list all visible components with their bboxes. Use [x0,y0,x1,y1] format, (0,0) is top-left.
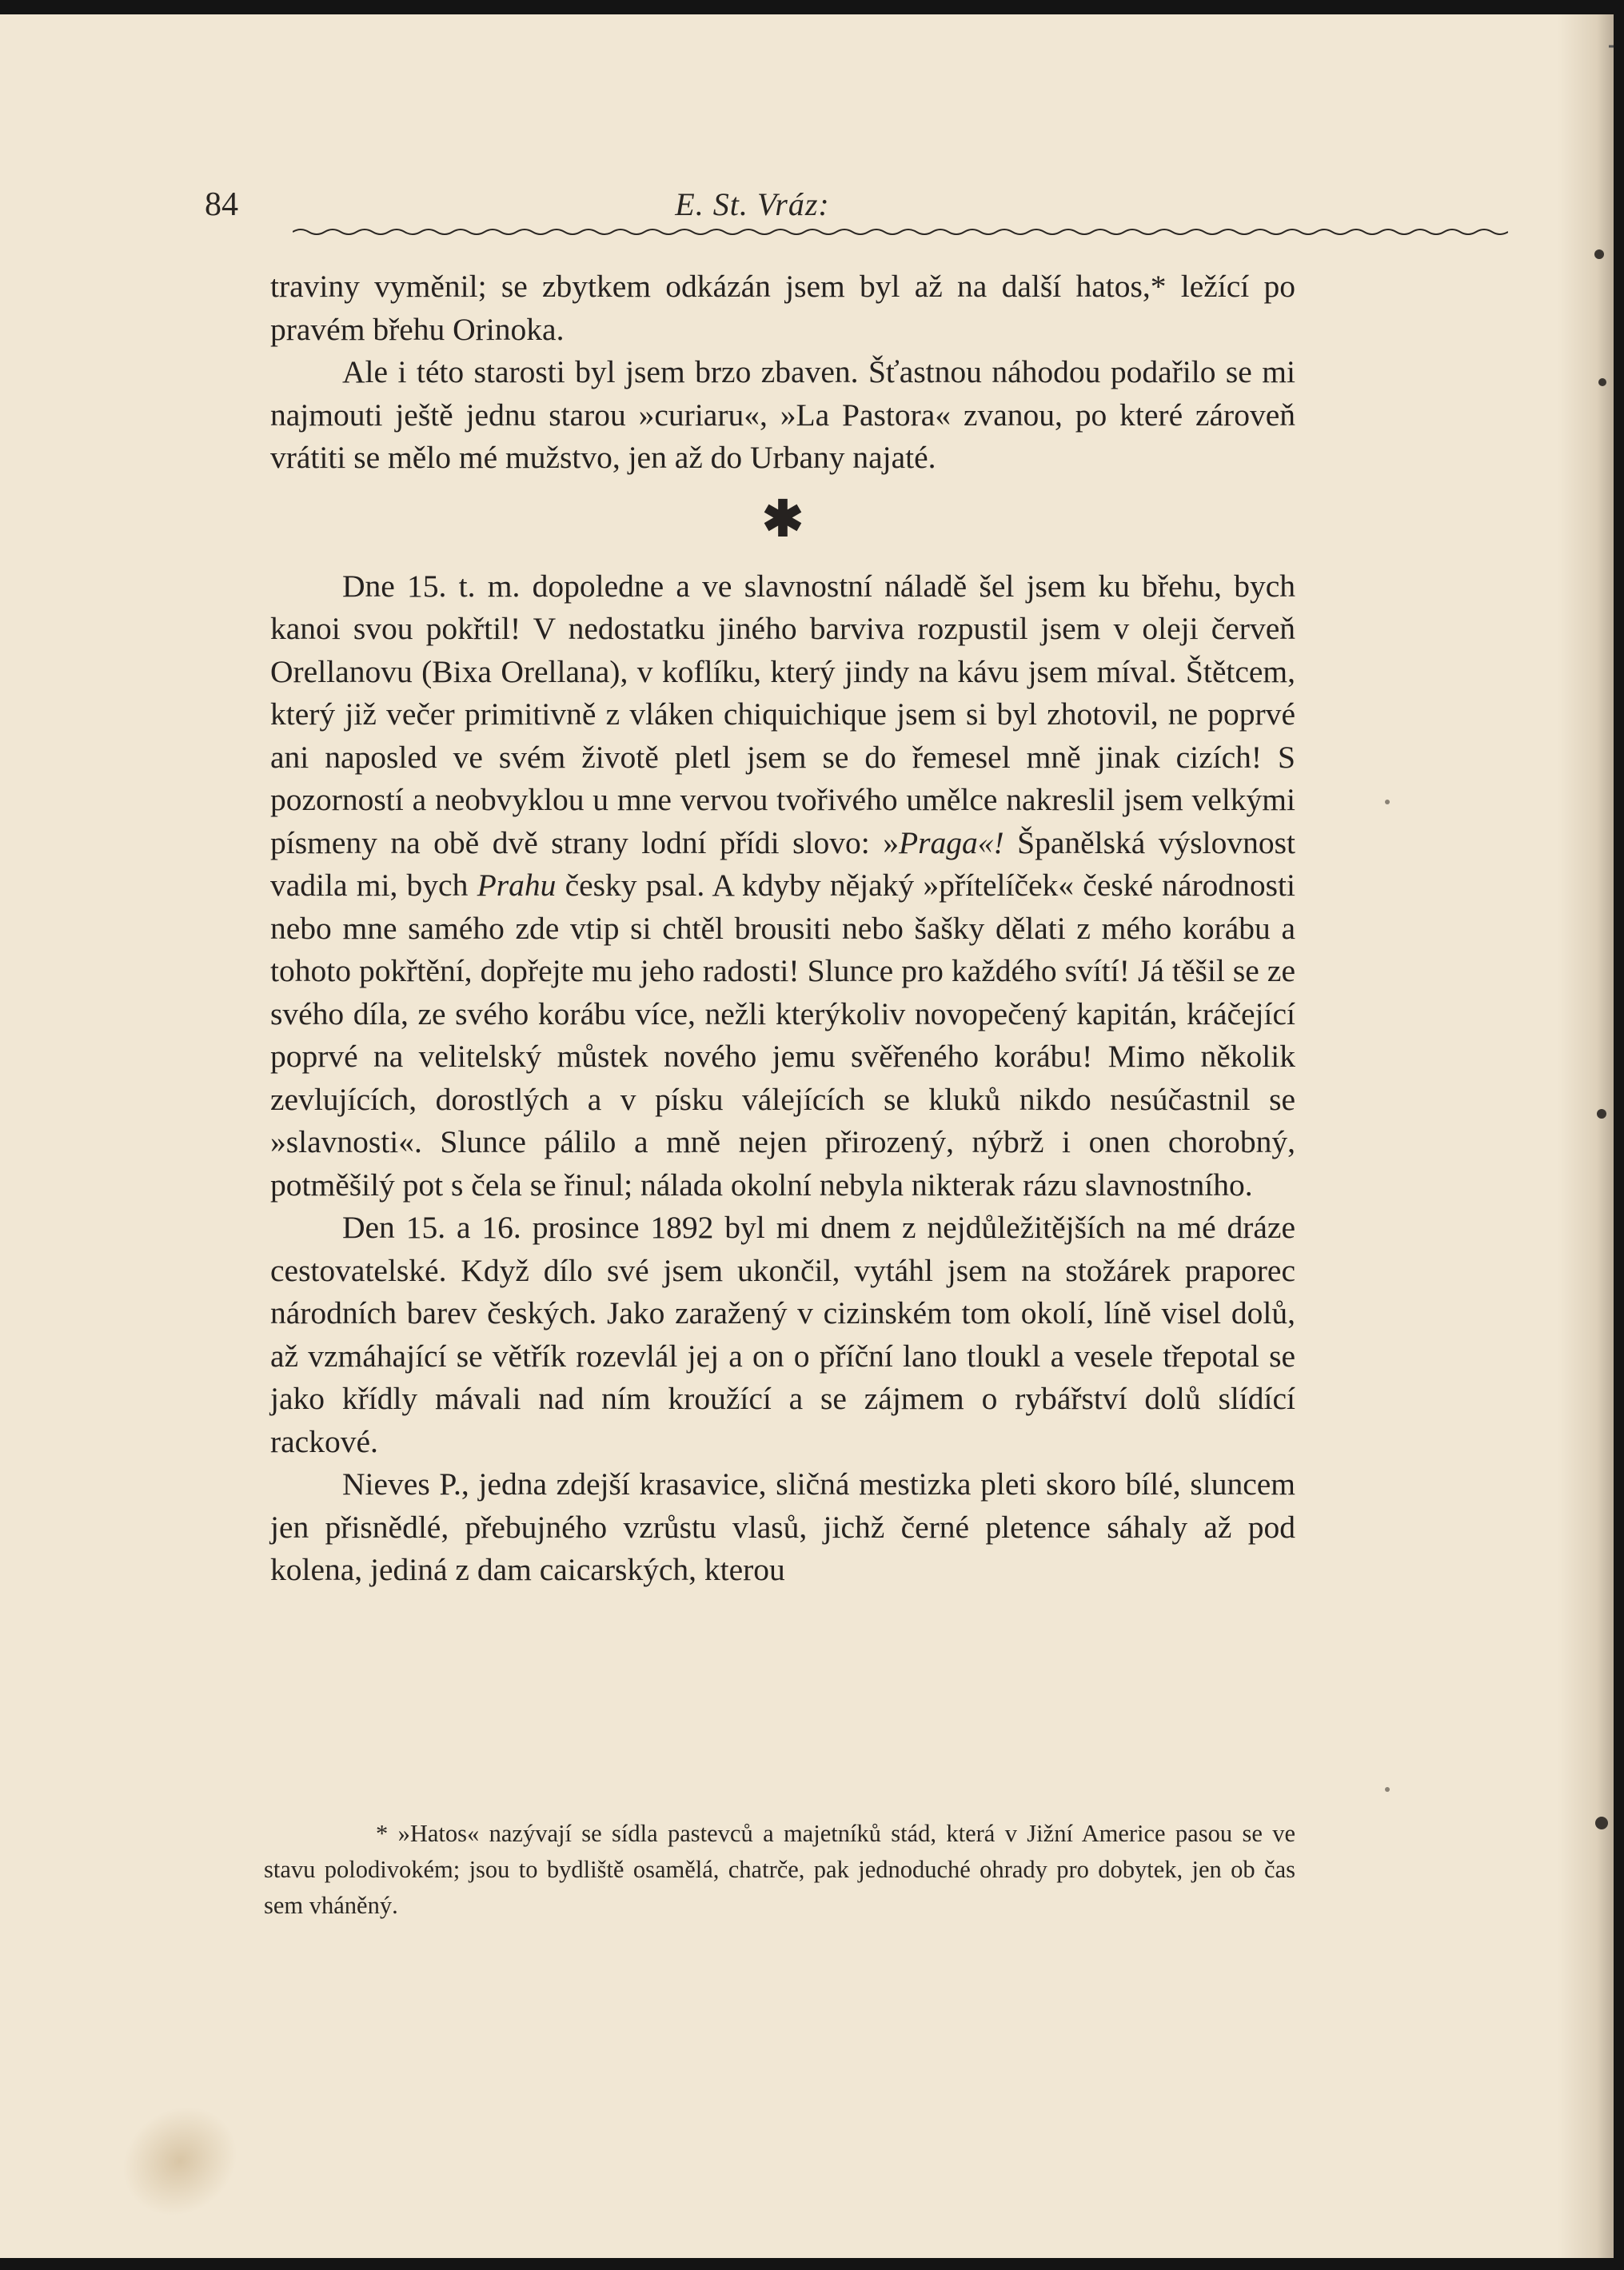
body-text [270,265,1295,1592]
paragraph-3 [270,565,1295,1207]
wavy-header-rule [293,227,1508,237]
footnote [264,1816,1295,1924]
book-page [0,14,1614,2258]
paragraph-3-end: česky psal. A kdyby nějaký »přítelíček« české národnosti nebo mne samého zde vtip si chtěl brousiti nebo šašky dělati z mého korábu a tohoto pokřtění, dopřejte mu jeho radosti! Slunce pro každého svítí! Já těšil se ze svého díla, ze svého korábu více, nežli kterýkoliv novopečený kapitán, kráčející poprvé na velitelský můstek nového jemu svěřeného korábu! Mimo několik zevlujících, dorostlých a v písku válejících se kluků nikdo nesúčastnil se »slavnosti«. Slunce pálilo a mně nejen přirozený, nýbrž i onen chorobný, potměšilý pot s čela se řinul; nálada okolní nebyla nikterak rázu slavnostního. [270,868,1296,1203]
paragraph-3-mid: Španělská výslovnost vadila mi, bych [270,824,1295,903]
word-praga: Praga«! [898,824,1004,860]
page-header [205,174,1300,238]
footnote-text: * »Hatos« nazývají se sídla pastevců a majetníků stád, která v Jižní Americe pasou se ve stavu polodivokém; jsou to bydliště osamělá, chatrče, pak jednoduché ohrady pro dobytek, jen ob čas sem vháněný. [264,1820,1295,1919]
paragraph-4: Den 15. a 16. prosince 1892 byl mi dnem z nejdůležitějších na mé dráze cestovatelské. Když dílo své jsem ukončil, vytáhl jsem na stožárek praporec národních barev českých. Jako zaražený v cizinském tom okolí, líně visel dolů, až vzmáhající se větřík rozevlál jej a on o příční lano tloukl a vesele třepotal se jako křídly mávali nad ním kroužící a se zájmem o rybářství dolů slídící rackové. [270,1210,1295,1459]
paper-stain [101,2084,258,2239]
paragraph-1: traviny vyměnil; se zbytkem odkázán jsem byl až na další hatos,* ležící po pravém břehu Orinoka. [270,269,1295,347]
section-separator-asterisk: ✱ [762,492,804,547]
page-number: 84 [205,186,238,223]
paragraph-3-start: Dne 15. t. m. dopoledne a ve slavnostní náladě šel jsem ku břehu, bych kanoi svou pokřtil! V nedostatku jiného barviva rozpustil jsem v oleji červeň Orellanovu (Bixa Orellana), v koflíku, který jindy na kávu jsem míval. Štětcem, který již večer primitivně z vláken chiquichique jsem si byl zhotovil, ne poprvé ani naposled ve svém životě pletl jsem se do řemesel mně jinak cizích! S pozorností a neobvyklou u mne vervou tvořivého umělce nakreslil jsem velkými písmeny na obě dvě strany lodní přídi slovo: » [270,568,1295,860]
paragraph-5: Nieves P., jedna zdejší krasavice, sličná mestizka pleti skoro bílé, sluncem jen přisnědlé, přebujného vzrůstu vlasů, jichž černé pletence sáhaly až pod kolena, jediná z dam caicarských, kterou [270,1466,1295,1587]
word-prahu: Prahu [477,868,557,903]
page-gutter-shadow [1558,14,1614,2258]
running-head: E. St. Vráz: [675,186,830,222]
paragraph-2: Ale i této starosti byl jsem brzo zbaven. Šťastnou náhodou podařilo se mi najmouti ještě jednu starou »curiaru«, »La Pastora« zvanou, po které zároveň vrátiti se mělo mé mužstvo, jen až do Urbany najaté. [270,354,1295,475]
